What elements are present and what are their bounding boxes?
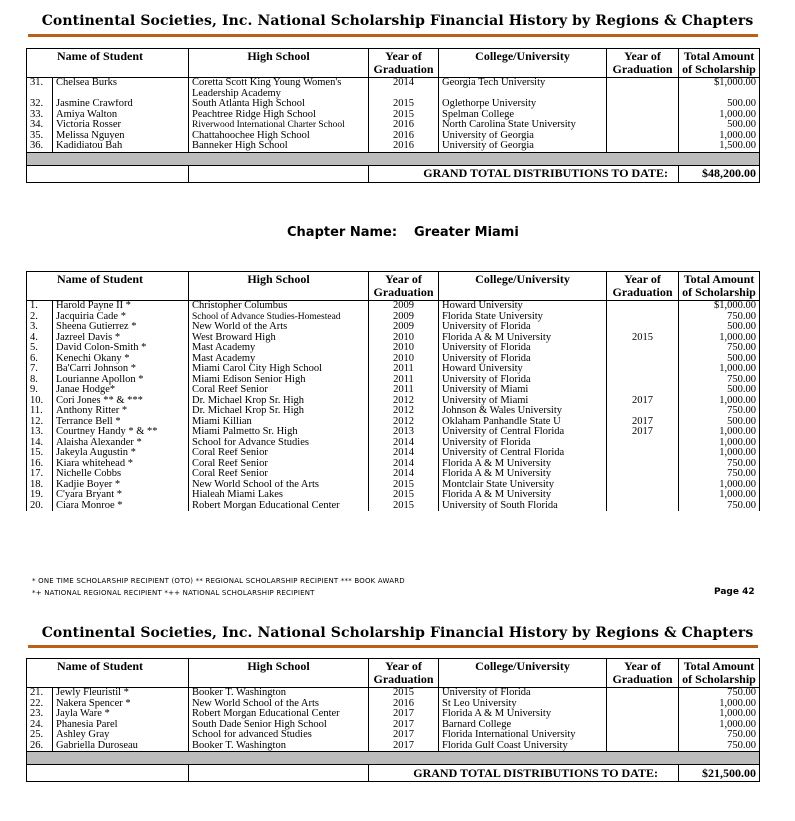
table-row	[27, 322, 760, 333]
row-number: 7.	[27, 364, 53, 375]
header-college: College/University	[439, 659, 607, 688]
header-school: High School	[189, 49, 369, 78]
college-graduation-year	[607, 438, 679, 449]
high-school: Miami Edison Senior High	[189, 375, 369, 386]
table-row	[27, 459, 760, 470]
graduation-year: 2016	[369, 131, 439, 142]
student-name: David Colon-Smith *	[53, 343, 189, 354]
student-name: Sheena Gutierrez *	[53, 322, 189, 333]
graduation-year: 2014	[369, 469, 439, 480]
row-number: 12.	[27, 417, 53, 428]
student-name: Melissa Nguyen	[53, 131, 189, 142]
college-name: Florida Gulf Coast University	[439, 741, 607, 752]
header-amount: Total Amount of Scholarship	[679, 49, 760, 78]
graduation-year: 2015	[369, 110, 439, 121]
graduation-year: 2017	[369, 741, 439, 752]
graduation-year: 2009	[369, 301, 439, 312]
college-name: Oklaham Panhandle State U	[439, 417, 607, 428]
row-number: 5.	[27, 343, 53, 354]
table-row	[27, 120, 760, 131]
high-school: Banneker High School	[189, 141, 369, 152]
student-name: Jewly Fleuristil *	[53, 688, 189, 699]
college-name: Florida A & M University	[439, 333, 607, 344]
table-row	[27, 709, 760, 720]
scholarship-amount: 1,000.00	[679, 396, 760, 407]
table-row	[27, 490, 760, 501]
college-graduation-year	[607, 131, 679, 142]
student-name: Chelsea Burks	[53, 78, 189, 100]
college-name: Florida State University	[439, 312, 607, 323]
college-graduation-year	[607, 406, 679, 417]
row-number: 19.	[27, 490, 53, 501]
row-number: 10.	[27, 396, 53, 407]
page-number: Page 42	[714, 587, 755, 597]
table-row	[27, 131, 760, 142]
scholarship-amount: 750.00	[679, 501, 760, 512]
college-name: University of Florida	[439, 322, 607, 333]
high-school: Dr. Michael Krop Sr. High	[189, 406, 369, 417]
college-name: University of Georgia	[439, 141, 607, 152]
graduation-year: 2011	[369, 375, 439, 386]
scholarship-amount: 500.00	[679, 417, 760, 428]
table-row	[27, 301, 760, 312]
high-school: Coral Reef Senior	[189, 469, 369, 480]
student-name: Nakera Spencer *	[53, 699, 189, 710]
graduation-year: 2016	[369, 120, 439, 131]
college-name: Howard University	[439, 364, 607, 375]
scholarship-amount: 1,000.00	[679, 110, 760, 121]
high-school: West Broward High	[189, 333, 369, 344]
student-name: Jayla Ware *	[53, 709, 189, 720]
header-year: Year of Graduation	[369, 272, 439, 301]
chapter-name: Greater Miami	[414, 225, 519, 240]
student-name: Courtney Handy * & **	[53, 427, 189, 438]
student-name: Ashley Gray	[53, 730, 189, 741]
student-name: Ba'Carri Johnson *	[53, 364, 189, 375]
row-number: 13.	[27, 427, 53, 438]
college-name: University of Georgia	[439, 131, 607, 142]
high-school: Booker T. Washington	[189, 688, 369, 699]
college-graduation-year	[607, 490, 679, 501]
scholarship-amount: 750.00	[679, 375, 760, 386]
high-school: Booker T. Washington	[189, 741, 369, 752]
table-row	[27, 699, 760, 710]
graduation-year: 2014	[369, 438, 439, 449]
row-number: 11.	[27, 406, 53, 417]
table-row	[27, 396, 760, 407]
college-graduation-year	[607, 120, 679, 131]
high-school: Christopher Columbus	[189, 301, 369, 312]
table-row	[27, 427, 760, 438]
row-number: 32.	[27, 99, 53, 110]
table-row	[27, 480, 760, 491]
graduation-year: 2015	[369, 99, 439, 110]
college-graduation-year	[607, 110, 679, 121]
header-amount: Total Amount of Scholarship	[679, 659, 760, 688]
college-name: Florida A & M University	[439, 469, 607, 480]
college-graduation-year: 2017	[607, 417, 679, 428]
scholarship-amount: 1,000.00	[679, 364, 760, 375]
scholarship-amount: 750.00	[679, 730, 760, 741]
graduation-year: 2017	[369, 709, 439, 720]
scholarship-amount: $1,000.00	[679, 301, 760, 312]
row-number: 15.	[27, 448, 53, 459]
row-number: 26.	[27, 741, 53, 752]
row-number: 3.	[27, 322, 53, 333]
high-school: Coretta Scott King Young Women's Leadership Academy	[189, 78, 369, 100]
graduation-year: 2015	[369, 480, 439, 491]
header-college: College/University	[439, 272, 607, 301]
high-school: School of Advance Studies-Homestead	[189, 312, 369, 323]
title-rule-2	[28, 645, 758, 648]
scholarship-amount: 500.00	[679, 385, 760, 396]
graduation-year: 2010	[369, 354, 439, 365]
high-school: New World of the Arts	[189, 322, 369, 333]
college-name: Spelman College	[439, 110, 607, 121]
row-number: 14.	[27, 438, 53, 449]
college-graduation-year	[607, 469, 679, 480]
student-name: Jacquiria Cade *	[53, 312, 189, 323]
row-number: 18.	[27, 480, 53, 491]
college-graduation-year	[607, 322, 679, 333]
row-number: 34.	[27, 120, 53, 131]
scholarship-amount: 750.00	[679, 343, 760, 354]
student-name: Jasmine Crawford	[53, 99, 189, 110]
graduation-year: 2012	[369, 406, 439, 417]
row-number: 20.	[27, 501, 53, 512]
college-name: Florida International University	[439, 730, 607, 741]
scholarship-amount: 1,000.00	[679, 448, 760, 459]
college-name: Johnson & Wales University	[439, 406, 607, 417]
college-graduation-year	[607, 343, 679, 354]
college-name: University of Central Florida	[439, 448, 607, 459]
student-name: Kenechi Okany *	[53, 354, 189, 365]
scholarship-table-1	[26, 48, 760, 183]
high-school: Coral Reef Senior	[189, 385, 369, 396]
high-school: Mast Academy	[189, 343, 369, 354]
row-number: 16.	[27, 459, 53, 470]
table-row	[27, 354, 760, 365]
high-school: Robert Morgan Educational Center	[189, 709, 369, 720]
table-row	[27, 448, 760, 459]
row-number: 2.	[27, 312, 53, 323]
scholarship-amount: 1,000.00	[679, 427, 760, 438]
college-name: Barnard College	[439, 720, 607, 731]
scholarship-amount: 1,500.00	[679, 141, 760, 152]
table-row	[27, 688, 760, 699]
graduation-year: 2014	[369, 448, 439, 459]
high-school: Peachtree Ridge High School	[189, 110, 369, 121]
graduation-year: 2016	[369, 699, 439, 710]
row-number: 21.	[27, 688, 53, 699]
table-row	[27, 469, 760, 480]
high-school: Coral Reef Senior	[189, 459, 369, 470]
table-row	[27, 343, 760, 354]
table-row	[27, 720, 760, 731]
scholarship-table-2	[26, 271, 760, 511]
header-name: Name of Student	[27, 272, 189, 301]
table-row	[27, 501, 760, 512]
table-row	[27, 141, 760, 152]
college-name: Howard University	[439, 301, 607, 312]
student-name: Gabriella Duroseau	[53, 741, 189, 752]
grand-total-label: GRAND TOTAL DISTRIBUTIONS TO DATE:	[369, 165, 679, 182]
college-name: University of South Florida	[439, 501, 607, 512]
scholarship-amount: 1,000.00	[679, 720, 760, 731]
scholarship-amount: 500.00	[679, 99, 760, 110]
graduation-year: 2016	[369, 141, 439, 152]
high-school: Mast Academy	[189, 354, 369, 365]
page-title-2: Continental Societies, Inc. National Scholarship Financial History by Regions & Chapters	[41, 625, 754, 641]
graduation-year: 2014	[369, 459, 439, 470]
high-school: South Atlanta High School	[189, 99, 369, 110]
college-graduation-year	[607, 141, 679, 152]
scholarship-amount: 500.00	[679, 120, 760, 131]
student-name: Alaisha Alexander *	[53, 438, 189, 449]
high-school: Miami Killian	[189, 417, 369, 428]
grand-total-row	[27, 165, 760, 182]
college-name: Montclair State University	[439, 480, 607, 491]
college-name: St Leo University	[439, 699, 607, 710]
header-grad: Year of Graduation	[607, 272, 679, 301]
college-graduation-year	[607, 480, 679, 491]
college-name: University of Florida	[439, 343, 607, 354]
graduation-year: 2009	[369, 322, 439, 333]
student-name: C'yara Bryant *	[53, 490, 189, 501]
college-graduation-year	[607, 78, 679, 100]
grand-total-label: GRAND TOTAL DISTRIBUTIONS TO DATE:	[369, 765, 679, 782]
student-name: Phanesia Parel	[53, 720, 189, 731]
table-row	[27, 333, 760, 344]
college-graduation-year	[607, 730, 679, 741]
row-number: 36.	[27, 141, 53, 152]
graduation-year: 2014	[369, 78, 439, 100]
grand-total-value: $21,500.00	[679, 765, 760, 782]
scholarship-amount: 1,000.00	[679, 699, 760, 710]
high-school: Robert Morgan Educational Center	[189, 501, 369, 512]
table-row	[27, 417, 760, 428]
scholarship-amount: 750.00	[679, 459, 760, 470]
high-school: School for advanced Studies	[189, 730, 369, 741]
college-name: Oglethorpe University	[439, 99, 607, 110]
college-graduation-year	[607, 99, 679, 110]
graduation-year: 2012	[369, 417, 439, 428]
scholarship-amount: 1,000.00	[679, 333, 760, 344]
student-name: Terrance Bell *	[53, 417, 189, 428]
header-school: High School	[189, 659, 369, 688]
graduation-year: 2010	[369, 343, 439, 354]
header-college: College/University	[439, 49, 607, 78]
student-name: Nichelle Cobbs	[53, 469, 189, 480]
legend-line-1: * ONE TIME SCHOLARSHIP RECIPIENT (OTO) ** REGIONAL SCHOLARSHIP RECIPIENT *** BOOK AWARD	[32, 577, 405, 585]
college-graduation-year	[607, 720, 679, 731]
student-name: Lourianne Apollon *	[53, 375, 189, 386]
college-name: University of Florida	[439, 688, 607, 699]
row-number: 1.	[27, 301, 53, 312]
college-graduation-year: 2017	[607, 396, 679, 407]
high-school: South Dade Senior High School	[189, 720, 369, 731]
scholarship-amount: 750.00	[679, 688, 760, 699]
row-number: 31.	[27, 78, 53, 100]
high-school: Riverwood International Charter School	[189, 120, 369, 131]
grey-separator	[27, 752, 760, 765]
row-number: 25.	[27, 730, 53, 741]
page-title: Continental Societies, Inc. National Scholarship Financial History by Regions & Chapters	[41, 13, 754, 29]
legend-line-2: *+ NATIONAL REGIONAL RECIPIENT *++ NATIONAL SCHOLARSHIP RECIPIENT	[32, 589, 315, 597]
table-row	[27, 312, 760, 323]
high-school: Coral Reef Senior	[189, 448, 369, 459]
college-graduation-year	[607, 364, 679, 375]
table-row	[27, 730, 760, 741]
row-number: 17.	[27, 469, 53, 480]
student-name: Amiya Walton	[53, 110, 189, 121]
college-graduation-year	[607, 699, 679, 710]
student-name: Ciara Monroe *	[53, 501, 189, 512]
student-name: Cori Jones ** & ***	[53, 396, 189, 407]
chapter-label: Chapter Name:	[287, 225, 398, 240]
scholarship-amount: 1,000.00	[679, 438, 760, 449]
row-number: 8.	[27, 375, 53, 386]
college-graduation-year	[607, 301, 679, 312]
scholarship-amount: 1,000.00	[679, 490, 760, 501]
student-name: Harold Payne II *	[53, 301, 189, 312]
high-school: Miami Palmetto Sr. High	[189, 427, 369, 438]
college-name: Florida A & M University	[439, 490, 607, 501]
college-name: Georgia Tech University	[439, 78, 607, 100]
college-name: University of Florida	[439, 375, 607, 386]
high-school: New World School of the Arts	[189, 699, 369, 710]
graduation-year: 2017	[369, 730, 439, 741]
header-name: Name of Student	[27, 49, 189, 78]
grey-separator	[27, 152, 760, 165]
grand-total-value: $48,200.00	[679, 165, 760, 182]
scholarship-amount: 750.00	[679, 406, 760, 417]
graduation-year: 2015	[369, 490, 439, 501]
graduation-year: 2015	[369, 688, 439, 699]
scholarship-amount: 1,000.00	[679, 709, 760, 720]
scholarship-amount: 1,000.00	[679, 131, 760, 142]
table-row	[27, 385, 760, 396]
header-name: Name of Student	[27, 659, 189, 688]
table-row	[27, 110, 760, 121]
graduation-year: 2013	[369, 427, 439, 438]
scholarship-amount: 500.00	[679, 322, 760, 333]
row-number: 33.	[27, 110, 53, 121]
row-number: 6.	[27, 354, 53, 365]
college-graduation-year	[607, 688, 679, 699]
table-row	[27, 438, 760, 449]
college-graduation-year	[607, 375, 679, 386]
college-name: Florida A & M University	[439, 459, 607, 470]
college-graduation-year	[607, 501, 679, 512]
scholarship-amount: 750.00	[679, 469, 760, 480]
college-name: University of Miami	[439, 385, 607, 396]
row-number: 23.	[27, 709, 53, 720]
student-name: Jazreel Davis *	[53, 333, 189, 344]
graduation-year: 2012	[369, 396, 439, 407]
row-number: 24.	[27, 720, 53, 731]
college-graduation-year	[607, 354, 679, 365]
header-amount: Total Amount of Scholarship	[679, 272, 760, 301]
table-row	[27, 375, 760, 386]
row-number: 35.	[27, 131, 53, 142]
scholarship-amount: 500.00	[679, 354, 760, 365]
title-rule	[28, 34, 758, 37]
student-name: Anthony Ritter *	[53, 406, 189, 417]
graduation-year: 2010	[369, 333, 439, 344]
high-school: Hialeah Miami Lakes	[189, 490, 369, 501]
college-name: North Carolina State University	[439, 120, 607, 131]
student-name: Jakeyla Augustin *	[53, 448, 189, 459]
college-graduation-year: 2017	[607, 427, 679, 438]
college-graduation-year	[607, 741, 679, 752]
row-number: 22.	[27, 699, 53, 710]
high-school: School for Advance Studies	[189, 438, 369, 449]
student-name: Kiara whitehead *	[53, 459, 189, 470]
college-graduation-year	[607, 448, 679, 459]
table-row	[27, 364, 760, 375]
student-name: Victoria Rosser	[53, 120, 189, 131]
graduation-year: 2017	[369, 720, 439, 731]
student-name: Kadjie Boyer *	[53, 480, 189, 491]
table-row	[27, 78, 760, 100]
high-school: Miami Carol City High School	[189, 364, 369, 375]
grand-total-row	[27, 765, 760, 782]
header-year: Year of Graduation	[369, 49, 439, 78]
row-number: 4.	[27, 333, 53, 344]
graduation-year: 2011	[369, 364, 439, 375]
high-school: New World School of the Arts	[189, 480, 369, 491]
scholarship-table-3	[26, 658, 760, 782]
header-school: High School	[189, 272, 369, 301]
college-name: University of Florida	[439, 438, 607, 449]
college-name: University of Florida	[439, 354, 607, 365]
header-grad: Year of Graduation	[607, 659, 679, 688]
student-name: Kadidiatou Bah	[53, 141, 189, 152]
graduation-year: 2015	[369, 501, 439, 512]
scholarship-amount: $1,000.00	[679, 78, 760, 100]
college-graduation-year	[607, 312, 679, 323]
college-graduation-year	[607, 385, 679, 396]
college-graduation-year: 2015	[607, 333, 679, 344]
header-grad: Year of Graduation	[607, 49, 679, 78]
scholarship-amount: 750.00	[679, 741, 760, 752]
table-row	[27, 406, 760, 417]
scholarship-amount: 1,000.00	[679, 480, 760, 491]
row-number: 9.	[27, 385, 53, 396]
student-name: Janae Hodge*	[53, 385, 189, 396]
high-school: Dr. Michael Krop Sr. High	[189, 396, 369, 407]
header-year: Year of Graduation	[369, 659, 439, 688]
graduation-year: 2011	[369, 385, 439, 396]
table-row	[27, 99, 760, 110]
college-name: University of Central Florida	[439, 427, 607, 438]
graduation-year: 2009	[369, 312, 439, 323]
high-school: Chattahoochee High School	[189, 131, 369, 142]
college-name: Florida A & M University	[439, 709, 607, 720]
scholarship-amount: 750.00	[679, 312, 760, 323]
college-graduation-year	[607, 709, 679, 720]
college-graduation-year	[607, 459, 679, 470]
table-row	[27, 741, 760, 752]
college-name: University of Miami	[439, 396, 607, 407]
